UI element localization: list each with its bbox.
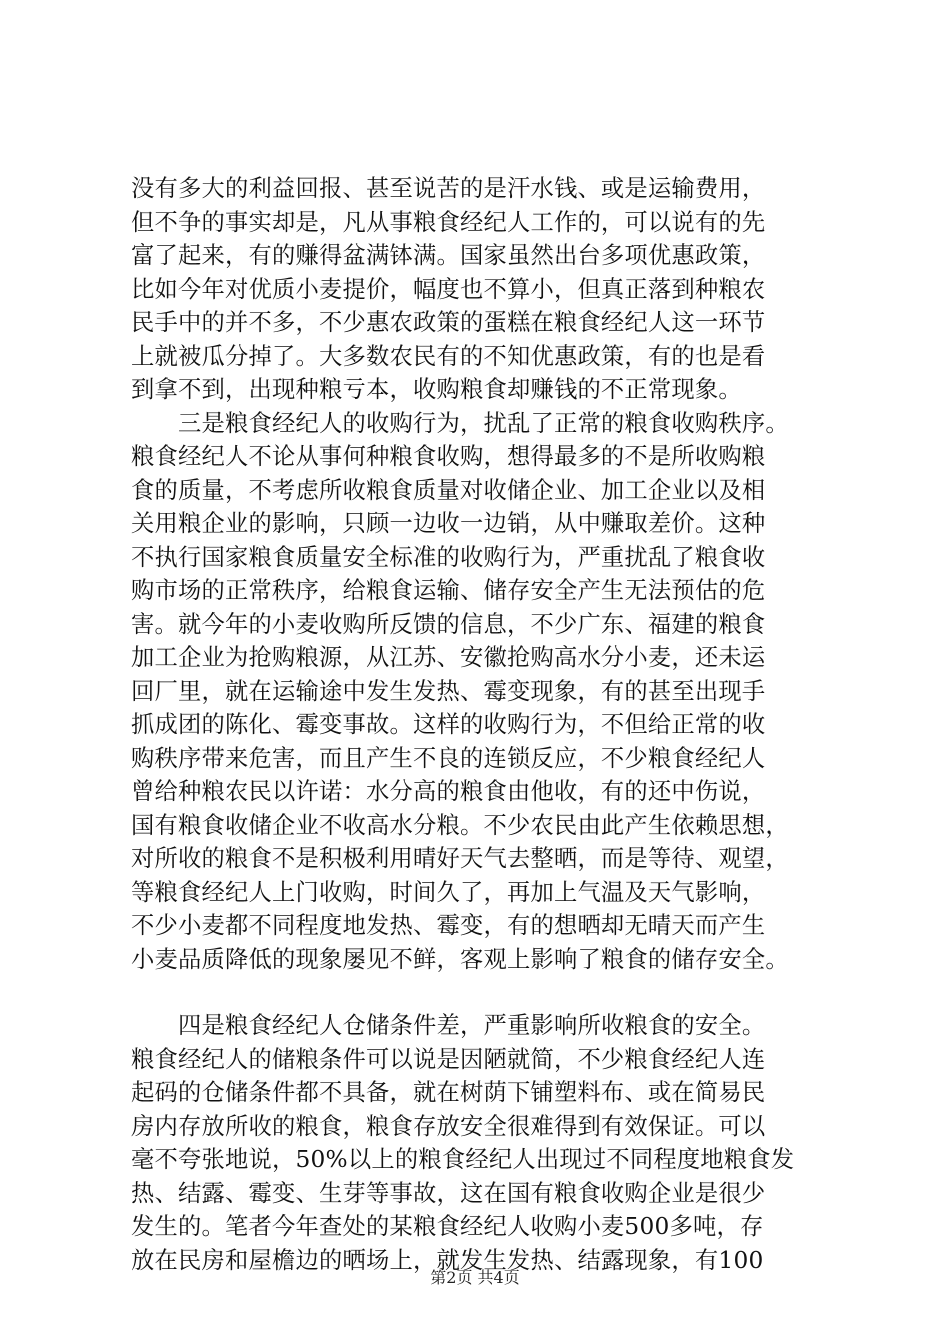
text-line: 对所收的粮食不是积极利用晴好天气去整晒，而是等待、观望， <box>131 845 789 872</box>
text-line: 购秩序带来危害，而且产生不良的连锁反应，不少粮食经纪人 <box>131 744 766 772</box>
text-line: 抓成团的陈化、霉变事故。这样的收购行为，不但给正常的收 <box>131 711 766 738</box>
text-line: 发生的。笔者今年查处的某粮食经纪人收购小麦500多吨，存 <box>131 1213 764 1240</box>
text-line: 食的质量，不考虑所收粮食质量对收储企业、加工企业以及相 <box>131 476 766 504</box>
text-line: 四是粮食经纪人仓储条件差，严重影响所收粮食的安全。 <box>178 1012 766 1039</box>
text-line: 等粮食经纪人上门收购，时间久了，再加上气温及天气影响， <box>131 878 766 906</box>
text-line: 害。就今年的小麦收购所反馈的信息，不少广东、福建的粮食 <box>131 610 766 638</box>
text-line: 热、结露、霉变、生芽等事故，这在国有粮食收购企业是很少 <box>131 1179 766 1207</box>
text-line: 民手中的并不多，不少惠农政策的蛋糕在粮食经纪人这一环节 <box>131 309 766 336</box>
paragraph-3 <box>131 1009 831 1277</box>
text-line: 到拿不到，出现种粮亏本，收购粮食却赚钱的不正常现象。 <box>131 376 742 403</box>
text-line: 曾给种粮农民以许诺：水分高的粮食由他收，有的还中伤说， <box>131 778 766 805</box>
page-number-footer: 第2页 共4页 <box>430 1268 520 1287</box>
text-line: 回厂里，就在运输途中发生发热、霉变现象，有的甚至出现手 <box>131 677 766 705</box>
paragraph-2 <box>131 407 831 977</box>
text-line: 加工企业为抢购粮源，从江苏、安徽抢购高水分小麦，还未运 <box>131 644 766 671</box>
paragraph-1 <box>131 172 831 407</box>
text-line: 国有粮食收储企业不收高水分粮。不少农民由此产生依赖思想， <box>131 811 789 839</box>
text-line: 没有多大的利益回报、甚至说苦的是汗水钱、或是运输费用， <box>131 175 766 202</box>
text-line: 购市场的正常秩序，给粮食运输、储存安全产生无法预估的危 <box>131 577 766 604</box>
text-line: 粮食经纪人不论从事何种粮食收购，想得最多的不是所收购粮 <box>131 443 766 470</box>
text-line: 放在民房和屋檐边的晒场上，就发生发热、结露现象，有100 <box>131 1246 764 1274</box>
text-line: 比如今年对优质小麦提价，幅度也不算小，但真正落到种粮农 <box>131 275 766 303</box>
text-line: 不执行国家粮食质量安全标准的收购行为，严重扰乱了粮食收 <box>131 543 766 571</box>
text-line: 三是粮食经纪人的收购行为，扰乱了正常的粮食收购秩序。 <box>178 409 789 437</box>
text-line: 上就被瓜分掉了。大多数农民有的不知优惠政策，有的也是看 <box>131 342 766 370</box>
document-body <box>131 172 831 1277</box>
text-line: 房内存放所收的粮食，粮食存放安全很难得到有效保证。可以 <box>131 1112 766 1140</box>
text-line: 小麦品质降低的现象屡见不鲜，客观上影响了粮食的储存安全。 <box>131 945 789 973</box>
text-line: 起码的仓储条件都不具备，就在树荫下铺塑料布、或在简易民 <box>131 1079 766 1106</box>
paragraph-spacer <box>131 976 831 1009</box>
text-line: 富了起来，有的赚得盆满钵满。国家虽然出台多项优惠政策， <box>131 242 766 269</box>
text-line: 关用粮企业的影响，只顾一边收一边销，从中赚取差价。这种 <box>131 510 766 537</box>
text-line: 但不争的事实却是，凡从事粮食经纪人工作的，可以说有的先 <box>131 208 766 236</box>
text-line: 粮食经纪人的储粮条件可以说是因陋就简，不少粮食经纪人连 <box>131 1045 766 1073</box>
text-line: 毫不夸张地说，50%以上的粮食经纪人出现过不同程度地粮食发 <box>131 1146 795 1173</box>
text-line: 不少小麦都不同程度地发热、霉变，有的想晒却无晴天而产生 <box>131 912 766 939</box>
